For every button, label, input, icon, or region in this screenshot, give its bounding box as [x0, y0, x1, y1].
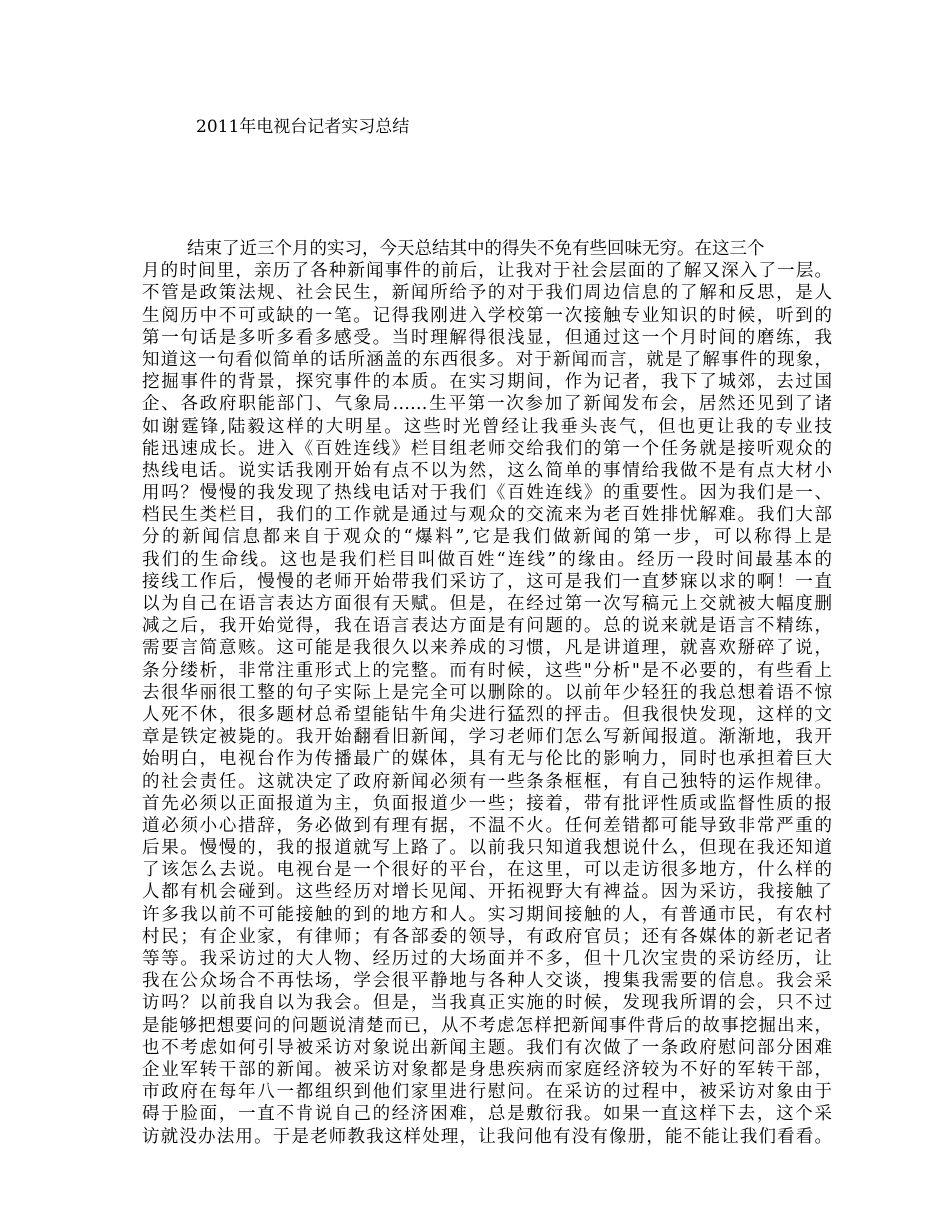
body-line: 不管是政策法规、社会民生，新闻所给予的对于我们周边信息的了解和反思，是人	[142, 283, 832, 304]
body-line: 能迅速成长。进入《百姓连线》栏目组老师交给我们的第一个任务就是接听观众的	[142, 438, 832, 459]
body-line: 村民；有企业家，有律师；有各部委的领导，有政府官员；还有各媒体的新老记者	[142, 926, 832, 947]
body-line: 后果。慢慢的，我的报道就写上路了。以前我只知道我想说什么，但现在我还知道	[142, 838, 832, 859]
body-line: 企、各政府职能部门、气象局……生平第一次参加了新闻发布会，居然还见到了诸	[142, 394, 832, 415]
body-line: 访吗？以前我自以为我会。但是，当我真正实施的时候，发现我所谓的会，只不过	[142, 993, 832, 1014]
body-line: 访就没办法用。于是老师教我这样处理，让我问他有没有像册，能不能让我们看看。	[142, 1126, 832, 1147]
body-line: 需要言简意赅。这可能是我很久以来养成的习惯，凡是讲道理，就喜欢掰碎了说，	[142, 638, 832, 659]
body-line: 热线电话。说实话我刚开始有点不以为然，这么简单的事情给我做不是有点大材小	[142, 460, 832, 481]
body-line: 企业军转干部的新闻。被采访对象都是身患疾病而家庭经济较为不好的军转干部，	[142, 1059, 832, 1080]
document-title: 2011年电视台记者实习总结	[196, 117, 410, 137]
body-line: 等等。我采访过的大人物、经历过的大场面并不多，但十几次宝贵的采访经历，让	[142, 949, 832, 969]
body-line: 的社会责任。这就决定了政府新闻必须有一些条条框框，有自己独特的运作规律。	[142, 771, 832, 792]
body-line: 分的新闻信息都来自于观众的“爆料”,它是我们做新闻的第一步，可以称得上是	[142, 527, 832, 548]
body-line: 人都有机会碰到。这些经历对增长见闻、开拓视野大有裨益。因为采访，我接触了	[142, 882, 832, 903]
body-line: 许多我以前不可能接触的到的地方和人。实习期间接触的人，有普通市民，有农村	[142, 904, 832, 925]
body-line: 市政府在每年八一都组织到他们家里进行慰问。在采访的过程中，被采访对象由于	[142, 1082, 832, 1103]
body-line: 了该怎么去说。电视台是一个很好的平台，在这里，可以走访很多地方，什么样的	[142, 860, 832, 881]
body-line: 去很华丽很工整的句子实际上是完全可以删除的。以前年少轻狂的我总想着语不惊	[142, 682, 832, 703]
body-line: 减之后，我开始觉得，我在语言表达方面是有问题的。总的说来就是语言不精练，	[142, 616, 832, 637]
body-line: 结束了近三个月的实习，今天总结其中的得失不免有些回味无穷。在这三个	[187, 239, 765, 259]
body-line: 第一句话是多听多看多感受。当时理解得很浅显，但通过这一个月时间的磨练，我	[142, 327, 832, 348]
body-line: 人死不休，很多题材总希望能钻牛角尖进行猛烈的抨击。但我很快发现，这样的文	[142, 704, 832, 725]
body-line: 如谢霆锋,陆毅这样的大明星。这些时光曾经让我垂头丧气，但也更让我的专业技	[142, 416, 832, 437]
body-line: 档民生类栏目，我们的工作就是通过与观众的交流来为老百姓排忧解难。我们大部	[142, 505, 832, 526]
body-line: 我们的生命线。这也是我们栏目叫做百姓“连线”的缘由。经历一段时间最基本的	[142, 549, 832, 570]
body-line: 章是铁定被毙的。我开始翻看旧新闻，学习老师们怎么写新闻报道。渐渐地，我开	[142, 727, 832, 748]
body-line: 条分缕析，非常注重形式上的完整。而有时候，这些"分析"是不必要的，有些看上	[142, 660, 832, 681]
body-line: 我在公众场合不再怯场，学会很平静地与各种人交谈，搜集我需要的信息。我会采	[142, 971, 832, 992]
body-line: 接线工作后，慢慢的老师开始带我们采访了，这可是我们一直梦寐以求的啊！一直	[142, 571, 832, 592]
body-line: 碍于脸面，一直不肯说自己的经济困难，总是敷衍我。如果一直这样下去，这个采	[142, 1104, 832, 1125]
body-line: 始明白，电视台作为传播最广的媒体，具有无与伦比的影响力，同时也承担着巨大	[142, 749, 832, 770]
body-line: 是能够把想要问的问题说清楚而已，从不考虑怎样把新闻事件背后的故事挖掘出来，	[142, 1015, 832, 1036]
body-line: 用吗？慢慢的我发现了热线电话对于我们《百姓连线》的重要性。因为我们是一、	[142, 483, 832, 504]
body-line: 月的时间里，亲历了各种新闻事件的前后，让我对于社会层面的了解又深入了一层。	[142, 261, 832, 282]
body-line: 首先必须以正面报道为主，负面报道少一些；接着，带有批评性质或监督性质的报	[142, 793, 832, 814]
body-line: 知道这一句看似简单的话所涵盖的东西很多。对于新闻而言，就是了解事件的现象，	[142, 349, 832, 370]
body-line: 以为自己在语言表达方面很有天赋。但是，在经过第一次写稿元上交就被大幅度删	[142, 594, 832, 614]
body-line: 生阅历中不可或缺的一笔。记得我刚进入学校第一次接触专业知识的时候，听到的	[142, 305, 832, 326]
body-line: 也不考虑如何引导被采访对象说出新闻主题。我们有次做了一条政府慰问部分困难	[142, 1037, 832, 1058]
body-line: 道必须小心措辞，务必做到有理有据，不温不火。任何差错都可能导致非常严重的	[142, 815, 832, 836]
body-line: 挖掘事件的背景，探究事件的本质。在实习期间，作为记者，我下了城郊，去过国	[142, 372, 832, 393]
document-body	[142, 238, 832, 1148]
